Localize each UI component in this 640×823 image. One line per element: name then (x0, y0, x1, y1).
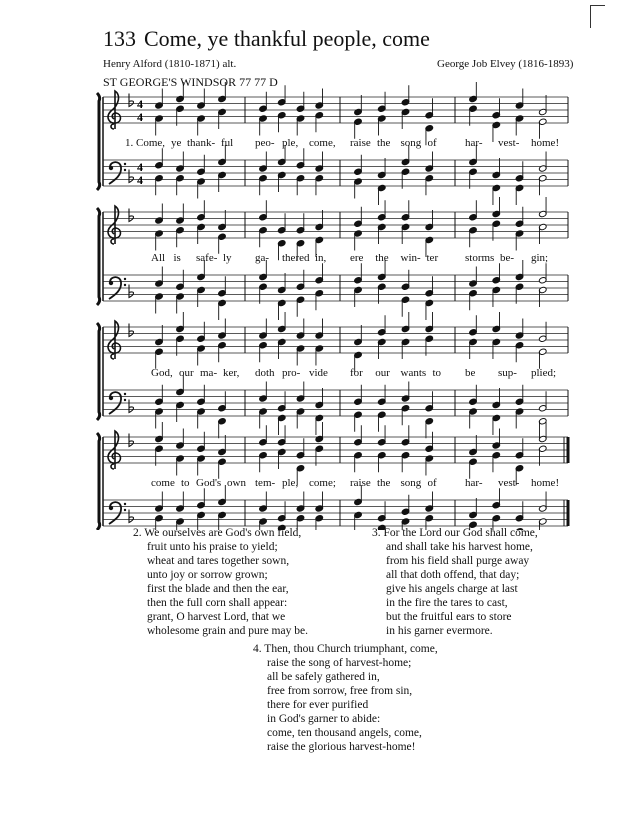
lyric-syllable: storms (465, 252, 495, 264)
lyric-syllable: come, (309, 137, 336, 149)
lyric-syllable: 1. Come, (125, 137, 166, 149)
lyric-line (0, 137, 640, 151)
lyric-syllable: ple, (282, 137, 299, 149)
lyric-syllable: the (375, 252, 389, 264)
time-signature: 4 (137, 160, 143, 174)
time-signature: 4 (137, 173, 143, 187)
verse-line-text: first the blade and then the ear, (147, 583, 289, 595)
bass-clef-icon (124, 169, 126, 171)
lyric-syllable: come (151, 477, 175, 489)
verse-line-text: all that doth offend, that day; (386, 569, 520, 581)
lyric-syllable: of (427, 477, 437, 489)
verse-line-text: in his garner evermore. (386, 625, 493, 637)
lyric-syllable: our (179, 367, 194, 379)
verse-line (267, 726, 438, 740)
verse-line (386, 624, 538, 638)
flat-key-signature-icon (129, 285, 134, 298)
flat-key-signature-icon (129, 400, 134, 413)
verse-line-text: come, ten thousand angels, come, (267, 727, 422, 739)
verse-line-text: from his field shall purge away (386, 555, 530, 567)
verse-line (147, 568, 308, 582)
bass-clef-icon (124, 509, 126, 511)
verse-line (386, 596, 538, 610)
lyric-line (0, 477, 640, 491)
lyric-line (0, 367, 640, 381)
flat-key-signature-icon (129, 324, 134, 337)
composer-credit: George Job Elvey (1816-1893) (437, 58, 574, 70)
lyric-syllable: the (377, 137, 391, 149)
lyric-syllable: the (377, 477, 391, 489)
verse-line-text: raise the song of harvest-home; (267, 657, 412, 669)
verse-line-text: grant, O harvest Lord, that we (147, 611, 286, 623)
lyric-syllable: to (181, 477, 190, 489)
verse-line-text: wholesome grain and pure may be. (147, 625, 308, 637)
flat-key-signature-icon (129, 170, 134, 183)
verse-line (147, 554, 308, 568)
lyric-syllable: ple, (282, 477, 299, 489)
tune-name: ST GEORGE'S WINDSOR 77 77 D (103, 75, 278, 89)
verse-line (267, 684, 438, 698)
verse-line (372, 526, 538, 540)
verse-line (147, 582, 308, 596)
lyric-syllable: ful (221, 137, 234, 149)
verse-line-text: unto joy or sorrow grown; (147, 569, 268, 581)
verse-line-text: Then, thou Church triumphant, come, (264, 643, 438, 655)
verse-line-text: We ourselves are God's own field, (144, 527, 302, 539)
lyric-syllable: raise (350, 137, 371, 149)
lyric-syllable: ker, (223, 367, 240, 379)
lyric-syllable: song (400, 137, 422, 149)
verse-number: 3. (372, 527, 384, 539)
flat-key-signature-icon (129, 94, 134, 107)
lyric-syllable: be (465, 367, 476, 379)
verse-line (386, 554, 538, 568)
verse-line (133, 526, 308, 540)
bass-clef-icon (124, 503, 126, 505)
verse-line (267, 656, 438, 670)
verse-line (253, 642, 438, 656)
bass-clef-icon (124, 399, 126, 401)
lyric-syllable: to (432, 367, 442, 379)
lyric-syllable: thank- (187, 137, 216, 149)
lyric-syllable: vide (309, 367, 328, 379)
lyric-syllable: gin; (531, 252, 549, 264)
verse-line-text: fruit unto his praise to yield; (147, 541, 278, 553)
lyric-syllable: wants (400, 367, 427, 379)
lyric-syllable: doth (255, 367, 275, 379)
verse-line (147, 610, 308, 624)
lyric-syllable: for (350, 367, 363, 379)
lyric-syllable: win- (400, 252, 421, 264)
flat-key-signature-icon (129, 209, 134, 222)
lyric-syllable: own (227, 477, 246, 489)
verse-line-text: raise the glorious harvest-home! (267, 741, 416, 753)
flat-key-signature-icon (129, 434, 134, 447)
bass-clef-icon (124, 163, 126, 165)
verse-line (386, 610, 538, 624)
verse-line (267, 698, 438, 712)
verse-line (147, 596, 308, 610)
verse-line-text: free from sorrow, free from sin, (267, 685, 413, 697)
time-signature: 4 (137, 97, 143, 111)
verse-line-text: and shall take his harvest home, (386, 541, 533, 553)
lyric-syllable: home! (531, 477, 560, 489)
verse-line (386, 582, 538, 596)
verse-line-text: then the full corn shall appear: (147, 597, 288, 609)
lyric-syllable: vest- (498, 137, 520, 149)
verse-line-text: wheat and tares together sown, (147, 555, 290, 567)
lyric-syllable: raise (350, 477, 371, 489)
verse-number: 4. (253, 643, 265, 655)
lyric-syllable: be- (500, 252, 515, 264)
lyric-syllable: ere (350, 252, 364, 264)
time-signature: 4 (137, 110, 143, 124)
flat-key-signature-icon (129, 510, 134, 523)
lyric-syllable: come; (309, 477, 336, 489)
author-credit: Henry Alford (1810-1871) alt. (103, 58, 237, 70)
verse-2 (133, 526, 308, 638)
lyric-syllable: plied; (531, 367, 557, 379)
verse-line (267, 740, 438, 754)
lyric-syllable: All (151, 252, 166, 264)
verse-line (386, 540, 538, 554)
verse-line-text: in God's garner to abide: (267, 713, 381, 725)
bass-clef-icon (124, 284, 126, 286)
lyric-syllable: ter (426, 252, 439, 264)
lyric-syllable: of (427, 137, 437, 149)
lyric-syllable: tem- (255, 477, 276, 489)
lyric-syllable: ga- (255, 252, 270, 264)
bass-clef-icon (109, 396, 113, 400)
bass-clef-icon (124, 278, 126, 280)
lyric-syllable: peo- (255, 137, 275, 149)
lyric-syllable: thered (282, 252, 310, 264)
bass-clef-icon (124, 393, 126, 395)
lyric-syllable: God's (196, 477, 222, 489)
verse-number: 2. (133, 527, 145, 539)
lyric-syllable: sup- (498, 367, 517, 379)
verse-line-text: give his angels charge at last (386, 583, 518, 595)
lyric-line (0, 252, 640, 266)
lyric-syllable: safe- (196, 252, 218, 264)
lyric-syllable: vest- (498, 477, 520, 489)
lyric-syllable: ma- (200, 367, 218, 379)
verse-line (147, 540, 308, 554)
verse-line-text: For the Lord our God shall come, (383, 527, 538, 539)
verse-line-text: all be safely gathered in, (267, 671, 380, 683)
lyric-syllable: har- (465, 477, 483, 489)
lyric-syllable: in, (315, 252, 327, 264)
verse-line (267, 712, 438, 726)
bass-clef-icon (109, 166, 113, 170)
lyric-syllable: pro- (282, 367, 301, 379)
lyric-syllable: ly (223, 252, 232, 264)
bass-clef-icon (109, 281, 113, 285)
verse-line-text: there for ever purified (267, 699, 369, 711)
verse-line-text: but the fruitful ears to store (386, 611, 512, 623)
verse-line (386, 568, 538, 582)
verse-line (147, 624, 308, 638)
lyric-syllable: is (173, 252, 181, 264)
lyric-syllable: home! (531, 137, 560, 149)
verse-line (267, 670, 438, 684)
verse-3 (372, 526, 538, 638)
lyric-syllable: our (375, 367, 390, 379)
lyric-syllable: song (400, 477, 422, 489)
verse-line-text: in the fire the tares to cast, (386, 597, 508, 609)
lyric-syllable: har- (465, 137, 483, 149)
verse-4 (253, 642, 438, 754)
lyric-syllable: ye (171, 137, 182, 149)
hymn-number: 133 (103, 26, 136, 51)
hymn-title-text: Come, ye thankful people, come (144, 26, 430, 51)
bass-clef-icon (109, 506, 113, 510)
lyric-syllable: God, (151, 367, 173, 379)
